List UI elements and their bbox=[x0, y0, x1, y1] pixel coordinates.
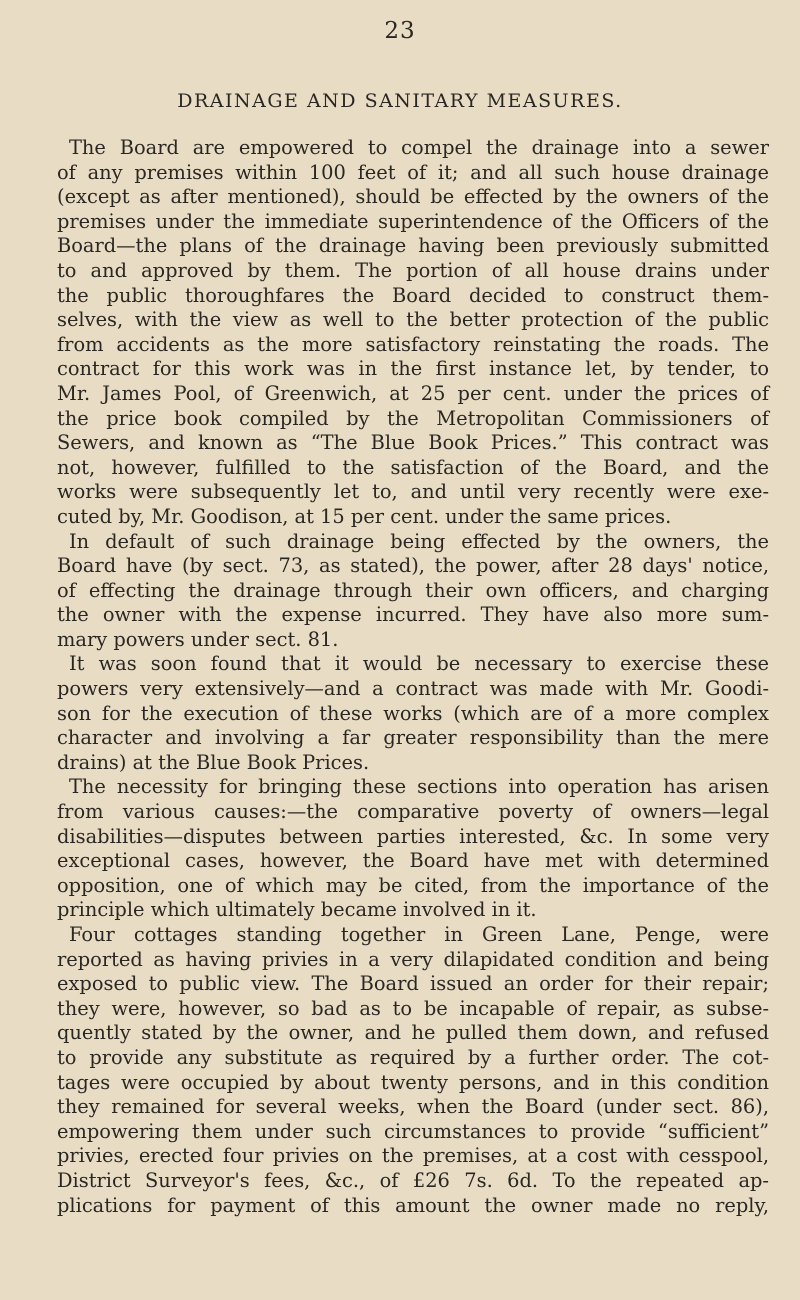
text-line: premises under the immediate superintendence of the Officers of the bbox=[57, 209, 769, 233]
text-line: to and approved by them. The portion of all house drains under bbox=[57, 258, 769, 282]
text-line: privies, erected four privies on the premises, at a cost with cesspool, bbox=[57, 1144, 769, 1168]
text-line: In default of such drainage being effected by the owners, the bbox=[69, 529, 769, 553]
text-line: not, however, fulfilled to the satisfaction of the Board, and the bbox=[57, 455, 769, 479]
text-line: character and involving a far greater responsibility than the mere bbox=[57, 726, 769, 750]
text-line: drains) at the Blue Book Prices. bbox=[57, 750, 370, 774]
text-line: son for the execution of these works (which are of a more complex bbox=[57, 701, 769, 725]
text-line: the public thoroughfares the Board decided to construct them- bbox=[57, 283, 769, 307]
text-line: disabilities—disputes between parties interested, &c. In some very bbox=[57, 824, 769, 848]
text-line: works were subsequently let to, and until very recently were exe- bbox=[57, 480, 769, 504]
text-line: The Board are empowered to compel the drainage into a sewer bbox=[69, 136, 769, 159]
text-line: they were, however, so bad as to be incapable of repair, as subse- bbox=[57, 996, 769, 1020]
text-line: It was soon found that it would be necessary to exercise these bbox=[69, 652, 769, 676]
text-line: Sewers, and known as “The Blue Book Prices.” This contract was bbox=[57, 431, 769, 455]
text-line: from various causes:—the comparative poverty of owners—legal bbox=[57, 800, 769, 824]
text-line: Four cottages standing together in Green Lane, Penge, were bbox=[69, 923, 769, 946]
text-line: the owner with the expense incurred. They have also more sum- bbox=[57, 603, 769, 627]
text-line: to provide any substitute as required by a further order. The cot- bbox=[57, 1045, 769, 1069]
text-line: District Surveyor's fees, &c., of £26 7s. 6d. To the repeated ap- bbox=[57, 1168, 769, 1192]
text-line: tages were occupied by about twenty persons, and in this condition bbox=[57, 1070, 769, 1094]
text-line: opposition, one of which may be cited, from the importance of the bbox=[57, 873, 769, 897]
text-line: exposed to public view. The Board issued an order for their repair; bbox=[57, 972, 769, 996]
text-line: contract for this work was in the first instance let, by tender, to bbox=[57, 357, 769, 381]
text-line: reported as having privies in a very dilapidated condition and being bbox=[57, 947, 769, 971]
text-line: Board have (by sect. 73, as stated), the power, after 28 days' notice, bbox=[57, 554, 769, 578]
text-line: Board—the plans of the drainage having been previously submitted bbox=[57, 234, 769, 258]
page-number: 23 bbox=[384, 18, 416, 44]
text-line: from accidents as the more satisfactory reinstating the roads. The bbox=[57, 332, 769, 356]
text-line: cuted by, Mr. Goodison, at 15 per cent. under the same prices. bbox=[57, 504, 672, 528]
text-line: of effecting the drainage through their own officers, and charging bbox=[57, 578, 769, 602]
text-line: Mr. James Pool, of Greenwich, at 25 per cent. under the prices of bbox=[57, 381, 769, 405]
body-text bbox=[57, 136, 769, 1218]
text-line: quently stated by the owner, and he pulled them down, and refused bbox=[57, 1021, 769, 1045]
text-line: mary powers under sect. 81. bbox=[57, 627, 339, 651]
text-line: plications for payment of this amount the owner made no reply, bbox=[57, 1193, 769, 1217]
text-line: exceptional cases, however, the Board have met with determined bbox=[57, 849, 769, 873]
text-line: powers very extensively—and a contract was made with Mr. Goodi- bbox=[57, 677, 769, 701]
text-line: (except as after mentioned), should be effected by the owners of the bbox=[57, 185, 769, 209]
text-line: principle which ultimately became involved in it. bbox=[57, 898, 537, 922]
text-line: of any premises within 100 feet of it; and all such house drainage bbox=[57, 160, 769, 184]
text-line: empowering them under such circumstances to provide “sufficient” bbox=[57, 1119, 769, 1143]
text-line: The necessity for bringing these sections into operation has arisen bbox=[69, 775, 769, 799]
section-heading: DRAINAGE AND SANITARY MEASURES. bbox=[177, 90, 623, 112]
text-line: the price book compiled by the Metropolitan Commissioners of bbox=[57, 406, 769, 430]
text-line: they remained for several weeks, when the Board (under sect. 86), bbox=[57, 1095, 769, 1119]
text-line: selves, with the view as well to the better protection of the public bbox=[57, 308, 769, 332]
